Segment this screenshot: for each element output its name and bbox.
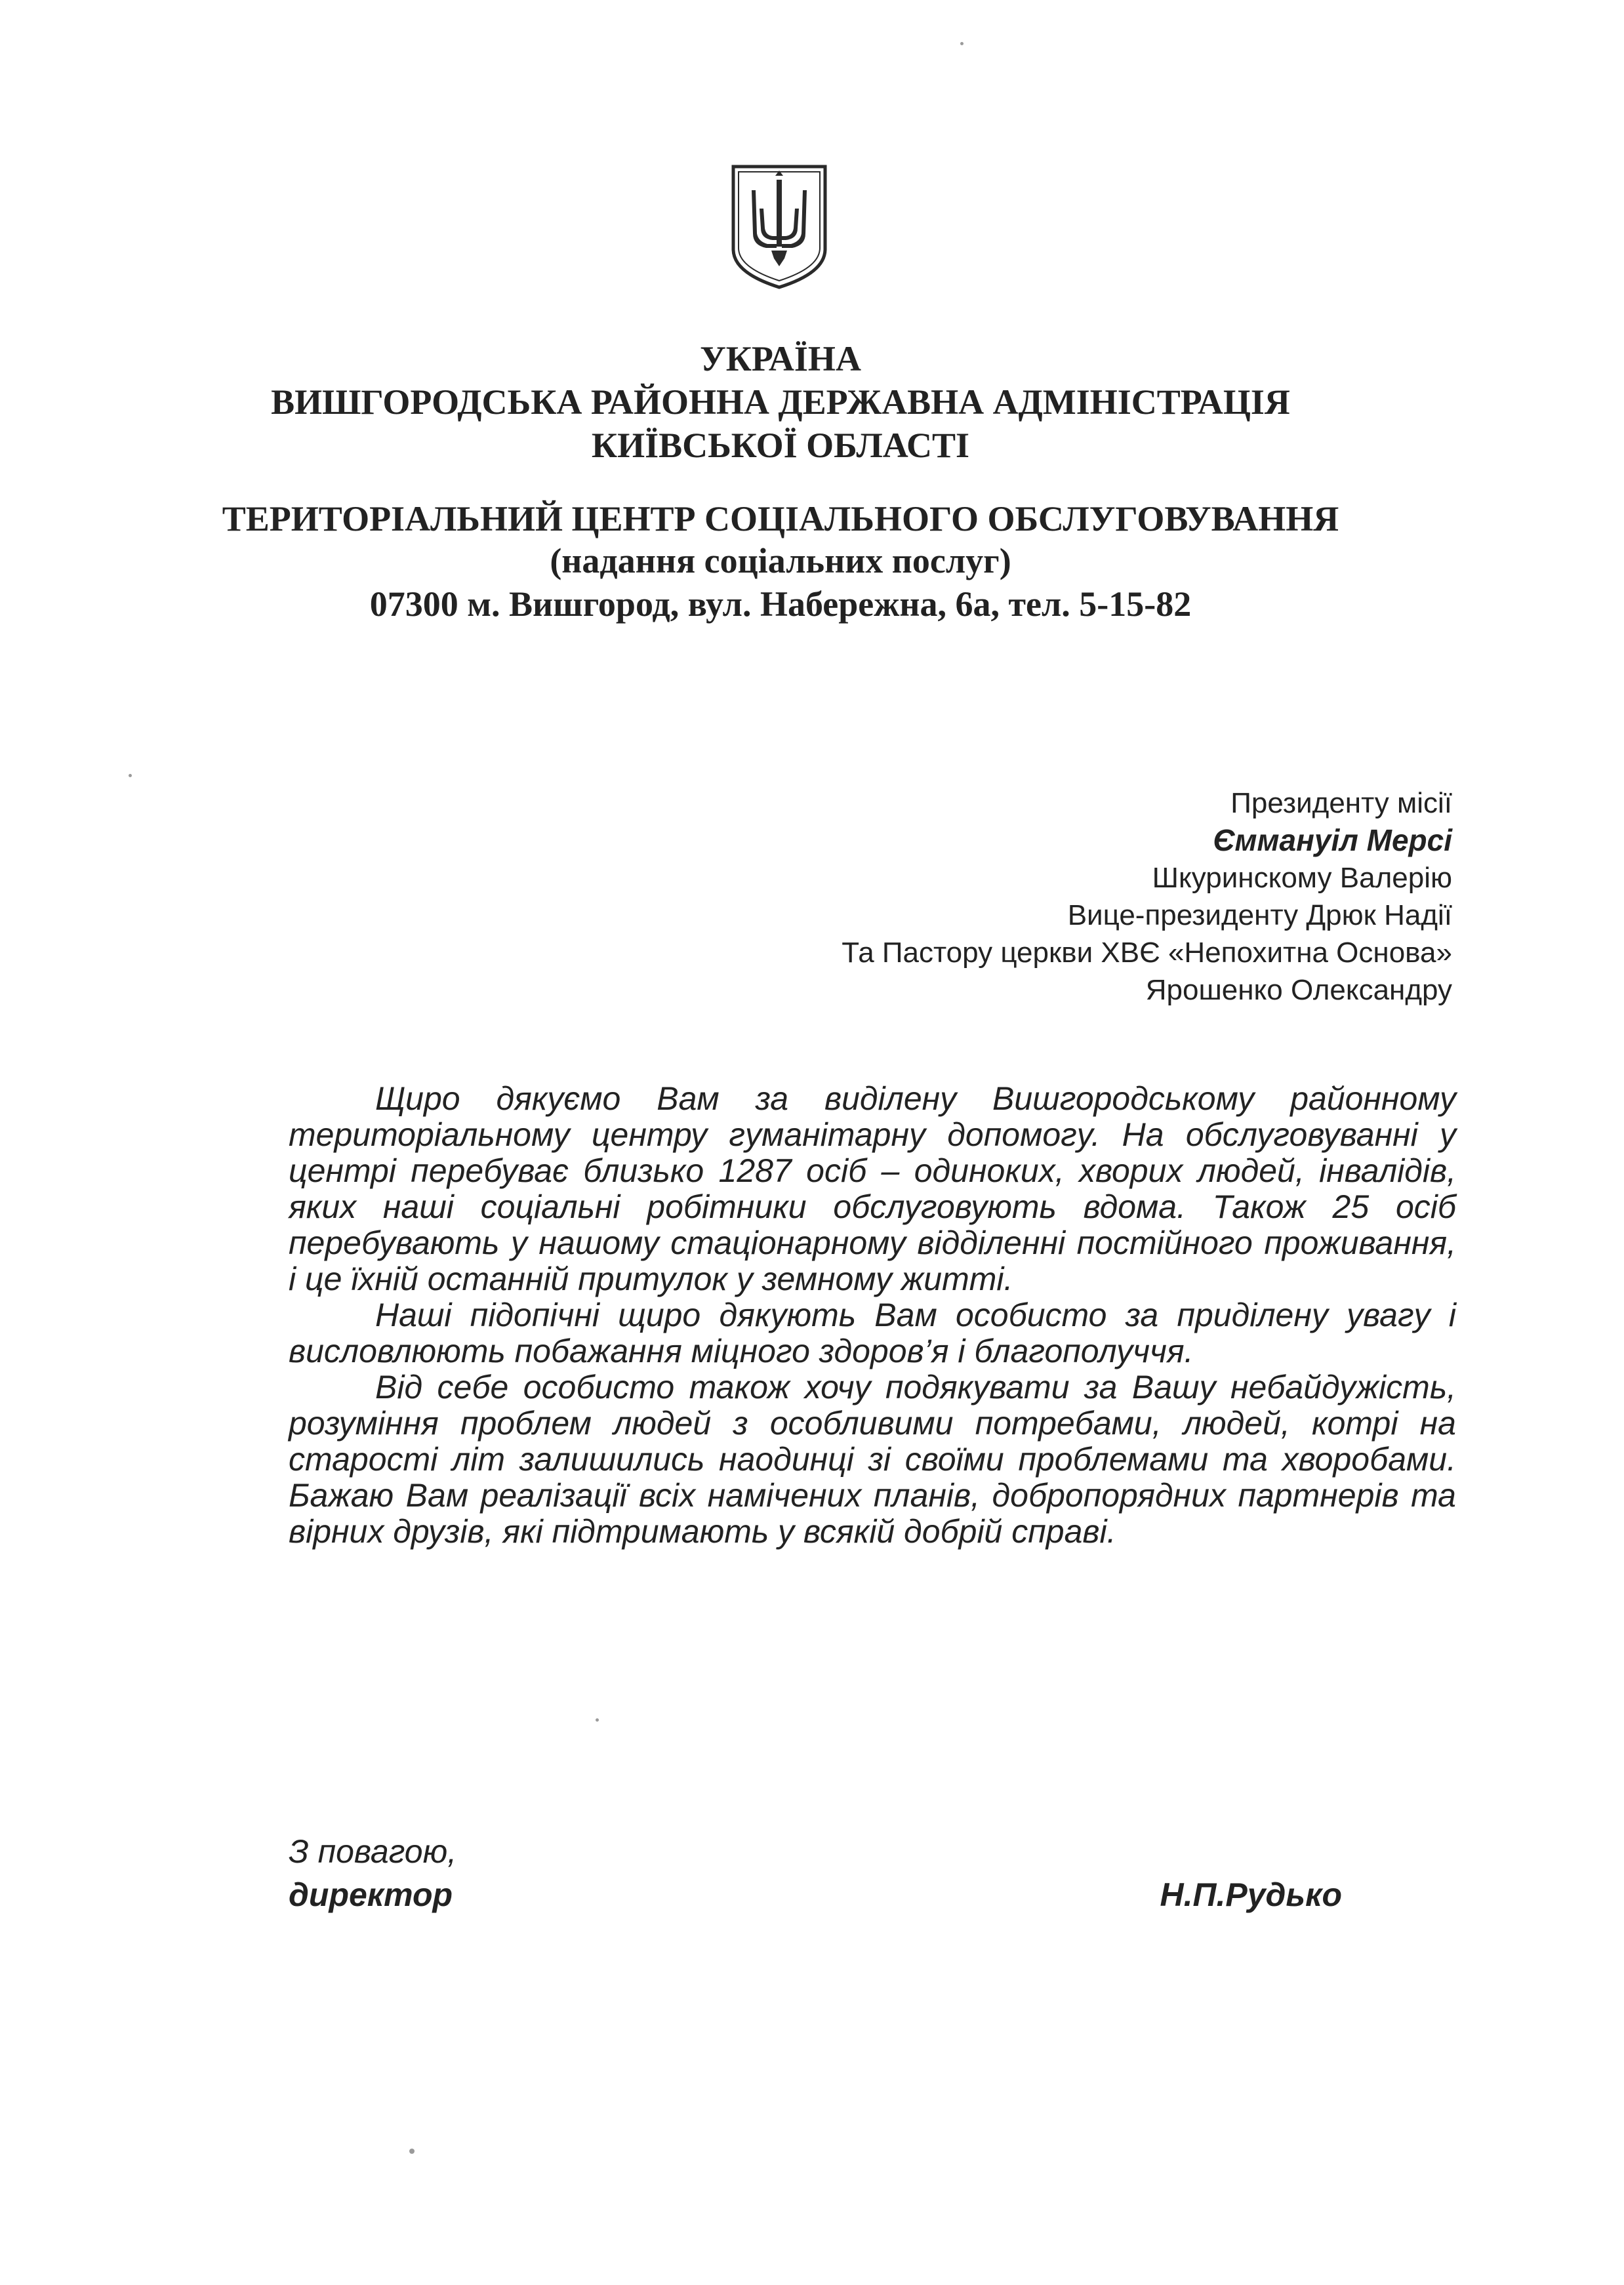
body-paragraph-2: Наші підопічні щиро дякують Вам особисто за приділену увагу і висловлюють побажання міцного здоров’я і благополуччя. [289,1297,1456,1369]
closing-block [289,1830,457,1916]
addressee-line-5: Та Пастору церкви ХВЄ «Непохитна Основа» [842,937,1452,969]
body-paragraph-3: Від себе особисто також хочу подякувати за Вашу небайдужість, розуміння проблем людей з особливими потребами, людей, котрі на старості літ залишились наодинці зі своїми проблемами та хворобами. Бажаю Вам реалізації всіх намічених планів, добропорядних партнерів та вірних друзів, які підтримають у всякій добрій справі. [289,1369,1456,1550]
trident-coat-of-arms-icon [729,163,829,291]
center-address: 07300 м. Вишгород, вул. Набережна, 6а, тел. 5-15-82 [369,584,1192,624]
country-heading: УКРАЇНА [700,339,861,378]
letter-body [289,1081,1456,1550]
scan-speck [960,42,964,45]
body-paragraph-1: Щиро дякуємо Вам за виділену Вишгородському районному територіальному центру гуманітарну допомогу. На обслуговуванні у центрі перебуває близько 1287 осіб – одиноких, хворих людей, інвалідів, яких наші соціальні робітники обслуговують вдома. Також 25 осіб перебувають у нашому стаціонарному відділенні постійного проживання, і це їхній останній притулок у земному житті. [289,1080,1456,1297]
center-subtitle: (надання соціальних послуг) [550,541,1011,580]
addressee-line-4: Вице-президенту Дрюк Надії [1067,899,1452,931]
scan-speck [409,2149,415,2154]
addressee-block [842,784,1452,1009]
center-name-heading: ТЕРИТОРІАЛЬНИЙ ЦЕНТР СОЦІАЛЬНОГО ОБСЛУГОВУВАННЯ [222,499,1339,538]
signatory-name: Н.П.Рудько [1160,1876,1342,1913]
scan-speck [129,774,132,777]
scan-speck [596,1718,599,1722]
region-heading: КИЇВСЬКОЇ ОБЛАСТІ [591,426,970,465]
administration-heading: ВИШГОРОДСЬКА РАЙОННА ДЕРЖАВНА АДМІНІСТРАЦІЯ [271,382,1290,422]
closing-regards: З повагою, [289,1833,457,1870]
addressee-line-3: Шкуринскому Валерію [1152,862,1452,894]
addressee-line-6: Ярошенко Олександру [1145,974,1452,1006]
signatory-position: директор [289,1876,453,1913]
addressee-line-1: Президенту місії [1230,787,1452,819]
addressee-mission-name: Єммануіл Мерсі [1213,823,1452,857]
